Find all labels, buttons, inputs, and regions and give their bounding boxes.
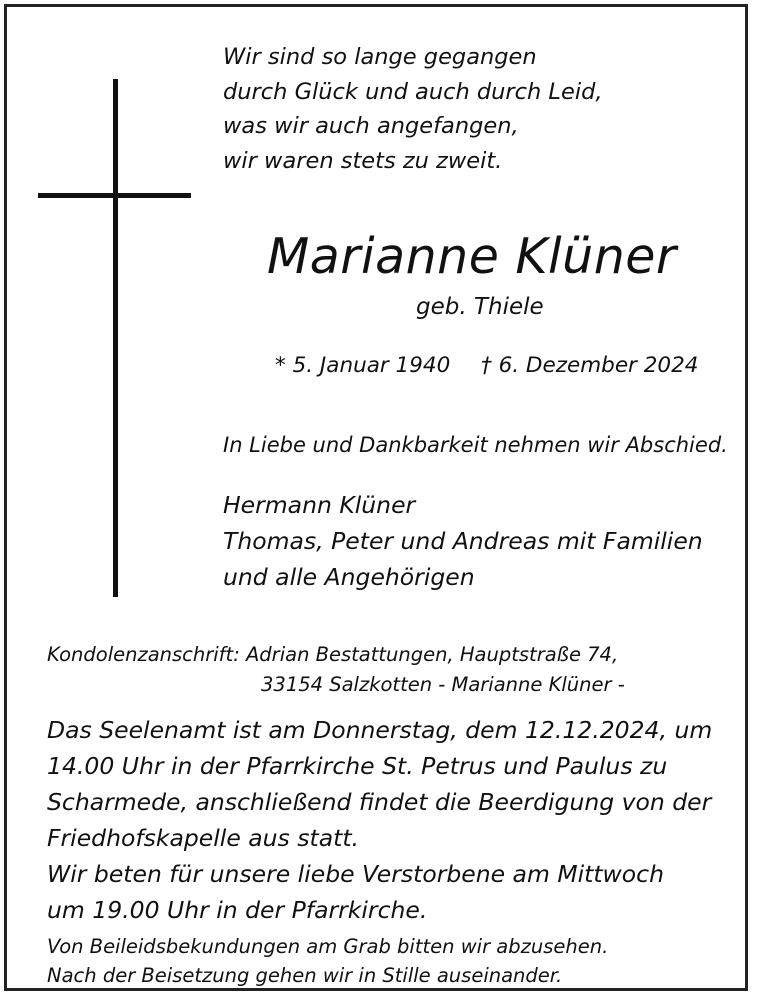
poem-line: durch Glück und auch durch Leid, — [223, 78, 603, 105]
cross-vertical-bar — [113, 79, 118, 597]
mourner-line: und alle Angehörigen — [223, 563, 475, 591]
service-line: Wir beten für unsere liebe Verstorbene am Mittwoch — [47, 860, 664, 888]
service-line: Friedhofskapelle aus statt. — [47, 824, 360, 852]
cross-horizontal-bar — [38, 193, 191, 198]
service-line: Das Seelenamt ist am Donnerstag, dem 12.12.2024, um — [47, 716, 713, 744]
deceased-name: Marianne Klüner — [267, 228, 677, 285]
service-info — [47, 712, 712, 928]
service-line: 14.00 Uhr in der Pfarrkirche St. Petrus und Paulus zu — [47, 752, 668, 780]
death-date: † 6. Dezember 2024 — [481, 353, 699, 378]
maiden-name: geb. Thiele — [416, 294, 544, 320]
footer-note — [47, 932, 608, 990]
service-line: Scharmede, anschließend findet die Beerdigung von der — [47, 788, 712, 816]
service-line: um 19.00 Uhr in der Pfarrkirche. — [47, 896, 428, 924]
poem-line: wir waren stets zu zweit. — [223, 147, 503, 174]
obituary-frame — [4, 4, 748, 991]
birth-date: * 5. Januar 1940 — [275, 353, 451, 378]
footer-line: Von Beileidsbekundungen am Grab bitten wir abzusehen. — [47, 935, 609, 958]
poem-line: was wir auch angefangen, — [223, 113, 519, 139]
farewell-text: In Liebe und Dankbarkeit nehmen wir Abschied. — [223, 433, 728, 457]
mourners-block — [223, 487, 703, 595]
mourner-line: Hermann Klüner — [223, 491, 416, 519]
footer-line: Nach der Beisetzung gehen wir in Stille auseinander. — [47, 964, 563, 987]
poem-line: Wir sind so lange gegangen — [223, 44, 537, 70]
mourner-line: Thomas, Peter und Andreas mit Familien — [223, 527, 703, 555]
poem-block — [223, 40, 603, 178]
condolence-address: Kondolenzanschrift: Adrian Bestattungen, Hauptstraße 74, — [47, 643, 619, 666]
condolence-address-line2: 33154 Salzkotten - Marianne Klüner - — [261, 673, 625, 696]
